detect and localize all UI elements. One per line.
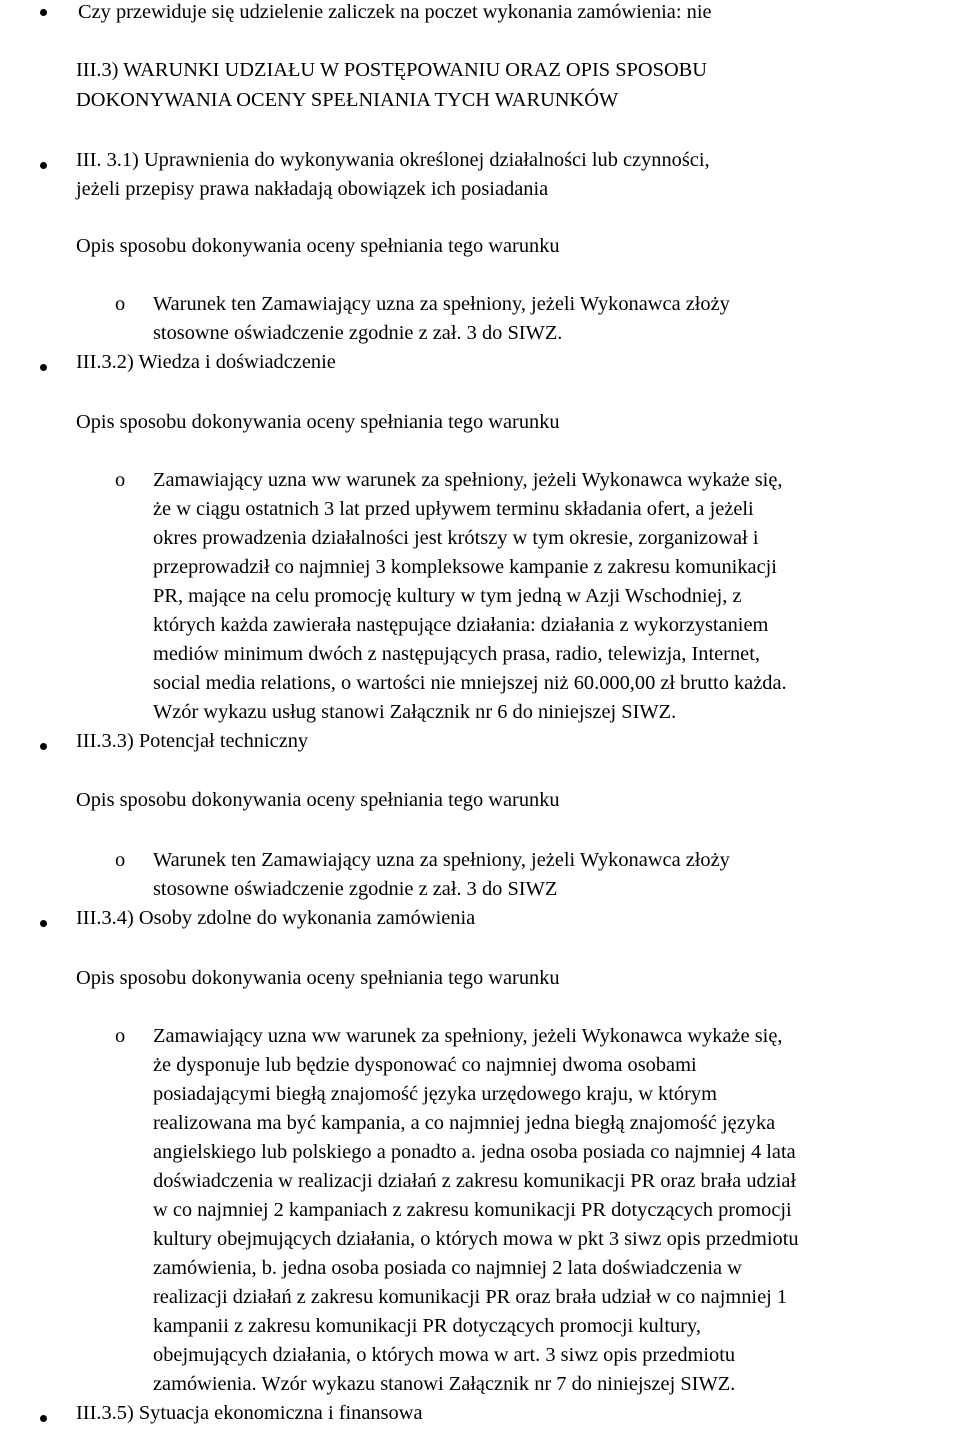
condition-3-2-text-line: Wzór wykazu usług stanowi Załącznik nr 6 do niniejszej SIWZ. [153, 701, 677, 723]
condition-3-4-text-line: że dysponuje lub będzie dysponować co najmniej dwoma osobami [153, 1054, 697, 1076]
bullet-marker [40, 364, 47, 371]
assessment-subheading: Opis sposobu dokonywania oceny spełniania tego warunku [76, 411, 560, 433]
condition-3-3-text-line: Warunek ten Zamawiający uzna za spełniony, jeżeli Wykonawca złoży [153, 849, 730, 871]
section-title-line2: DOKONYWANIA OCENY SPEŁNIANIA TYCH WARUNKÓW [76, 89, 619, 111]
condition-3-4-text-line: posiadającymi biegłą znajomość języka urzędowego kraju, w którym [153, 1083, 717, 1105]
condition-3-4-text-line: realizowana ma być kampania, a co najmniej jedna biegłą znajomość języka [153, 1112, 776, 1134]
condition-3-4-text-line: kampanii z zakresu komunikacji PR dotyczących promocji kultury, [153, 1315, 701, 1337]
circle-marker: o [115, 849, 126, 871]
condition-3-3-heading: III.3.3) Potencjał techniczny [76, 730, 309, 752]
condition-3-1-heading-line1: III. 3.1) Uprawnienia do wykonywania określonej działalności lub czynności, [76, 149, 710, 171]
condition-3-1-text-line: Warunek ten Zamawiający uzna za spełniony, jeżeli Wykonawca złoży [153, 293, 730, 315]
bullet-marker [40, 1415, 47, 1422]
condition-3-2-text-line: PR, mające na celu promocję kultury w tym jedną w Azji Wschodniej, z [153, 585, 742, 607]
assessment-subheading: Opis sposobu dokonywania oceny spełniania tego warunku [76, 235, 560, 257]
circle-marker: o [115, 1025, 126, 1047]
advance-payment-label: Czy przewiduje się udzielenie zaliczek na poczet wykonania zamówienia: [78, 1, 682, 23]
bullet-marker [40, 743, 47, 750]
condition-3-2-text-line: przeprowadził co najmniej 3 kompleksowe kampanie z zakresu komunikacji [153, 556, 777, 578]
condition-3-4-text-line: doświadczenia w realizacji działań z zakresu komunikacji PR oraz brała udział [153, 1170, 797, 1192]
condition-3-4-text-line: w co najmniej 2 kampaniach z zakresu komunikacji PR dotyczących promocji [153, 1199, 792, 1221]
advance-payment-line [78, 0, 712, 27]
advance-payment-value: nie [686, 1, 712, 23]
condition-3-2-text-line: których każda zawierała następujące działania: działania z wykorzystaniem [153, 614, 769, 636]
condition-3-1-heading-line2: jeżeli przepisy prawa nakładają obowiązek ich posiadania [76, 178, 549, 200]
condition-3-5-heading: III.3.5) Sytuacja ekonomiczna i finansowa [76, 1402, 423, 1424]
condition-3-4-text-line: zamówienia, b. jedna osoba posiada co najmniej 2 lata doświadczenia w [153, 1257, 742, 1279]
condition-3-2-text-line: mediów minimum dwóch z następujących prasa, radio, telewizja, Internet, [153, 643, 760, 665]
circle-marker: o [115, 293, 126, 315]
condition-3-4-heading: III.3.4) Osoby zdolne do wykonania zamówienia [76, 907, 476, 929]
assessment-subheading: Opis sposobu dokonywania oceny spełniania tego warunku [76, 967, 560, 989]
assessment-subheading: Opis sposobu dokonywania oceny spełniania tego warunku [76, 789, 560, 811]
section-title-line1: III.3) WARUNKI UDZIAŁU W POSTĘPOWANIU ORAZ OPIS SPOSOBU [76, 59, 707, 81]
condition-3-3-text-line: stosowne oświadczenie zgodnie z zał. 3 do SIWZ [153, 878, 558, 900]
condition-3-4-text-line: obejmujących działania, o których mowa w art. 3 siwz opis przedmiotu [153, 1344, 736, 1366]
circle-marker: o [115, 469, 126, 491]
condition-3-2-text-line: social media relations, o wartości nie mniejszej niż 60.000,00 zł brutto każda. [153, 672, 787, 694]
bullet-marker [40, 9, 47, 16]
condition-3-2-text-line: że w ciągu ostatnich 3 lat przed upływem terminu składania ofert, a jeżeli [153, 498, 754, 520]
condition-3-1-text-line: stosowne oświadczenie zgodnie z zał. 3 do SIWZ. [153, 322, 563, 344]
condition-3-4-text-line: Zamawiający uzna ww warunek za spełniony, jeżeli Wykonawca wykaże się, [153, 1025, 783, 1047]
condition-3-4-text-line: angielskiego lub polskiego a ponadto a. jedna osoba posiada co najmniej 4 lata [153, 1141, 796, 1163]
condition-3-4-text-line: kultury obejmujących działania, o których mowa w pkt 3 siwz opis przedmiotu [153, 1228, 799, 1250]
condition-3-2-text-line: okres prowadzenia działalności jest krótszy w tym okresie, zorganizował i [153, 527, 759, 549]
condition-3-4-text-line: zamówienia. Wzór wykazu stanowi Załącznik nr 7 do niniejszej SIWZ. [153, 1373, 736, 1395]
bullet-marker [40, 162, 47, 169]
condition-3-2-text-line: Zamawiający uzna ww warunek za spełniony, jeżeli Wykonawca wykaże się, [153, 469, 783, 491]
condition-3-2-heading: III.3.2) Wiedza i doświadczenie [76, 351, 336, 373]
condition-3-4-text-line: realizacji działań z zakresu komunikacji PR oraz brała udział w co najmniej 1 [153, 1286, 788, 1308]
bullet-marker [40, 920, 47, 927]
